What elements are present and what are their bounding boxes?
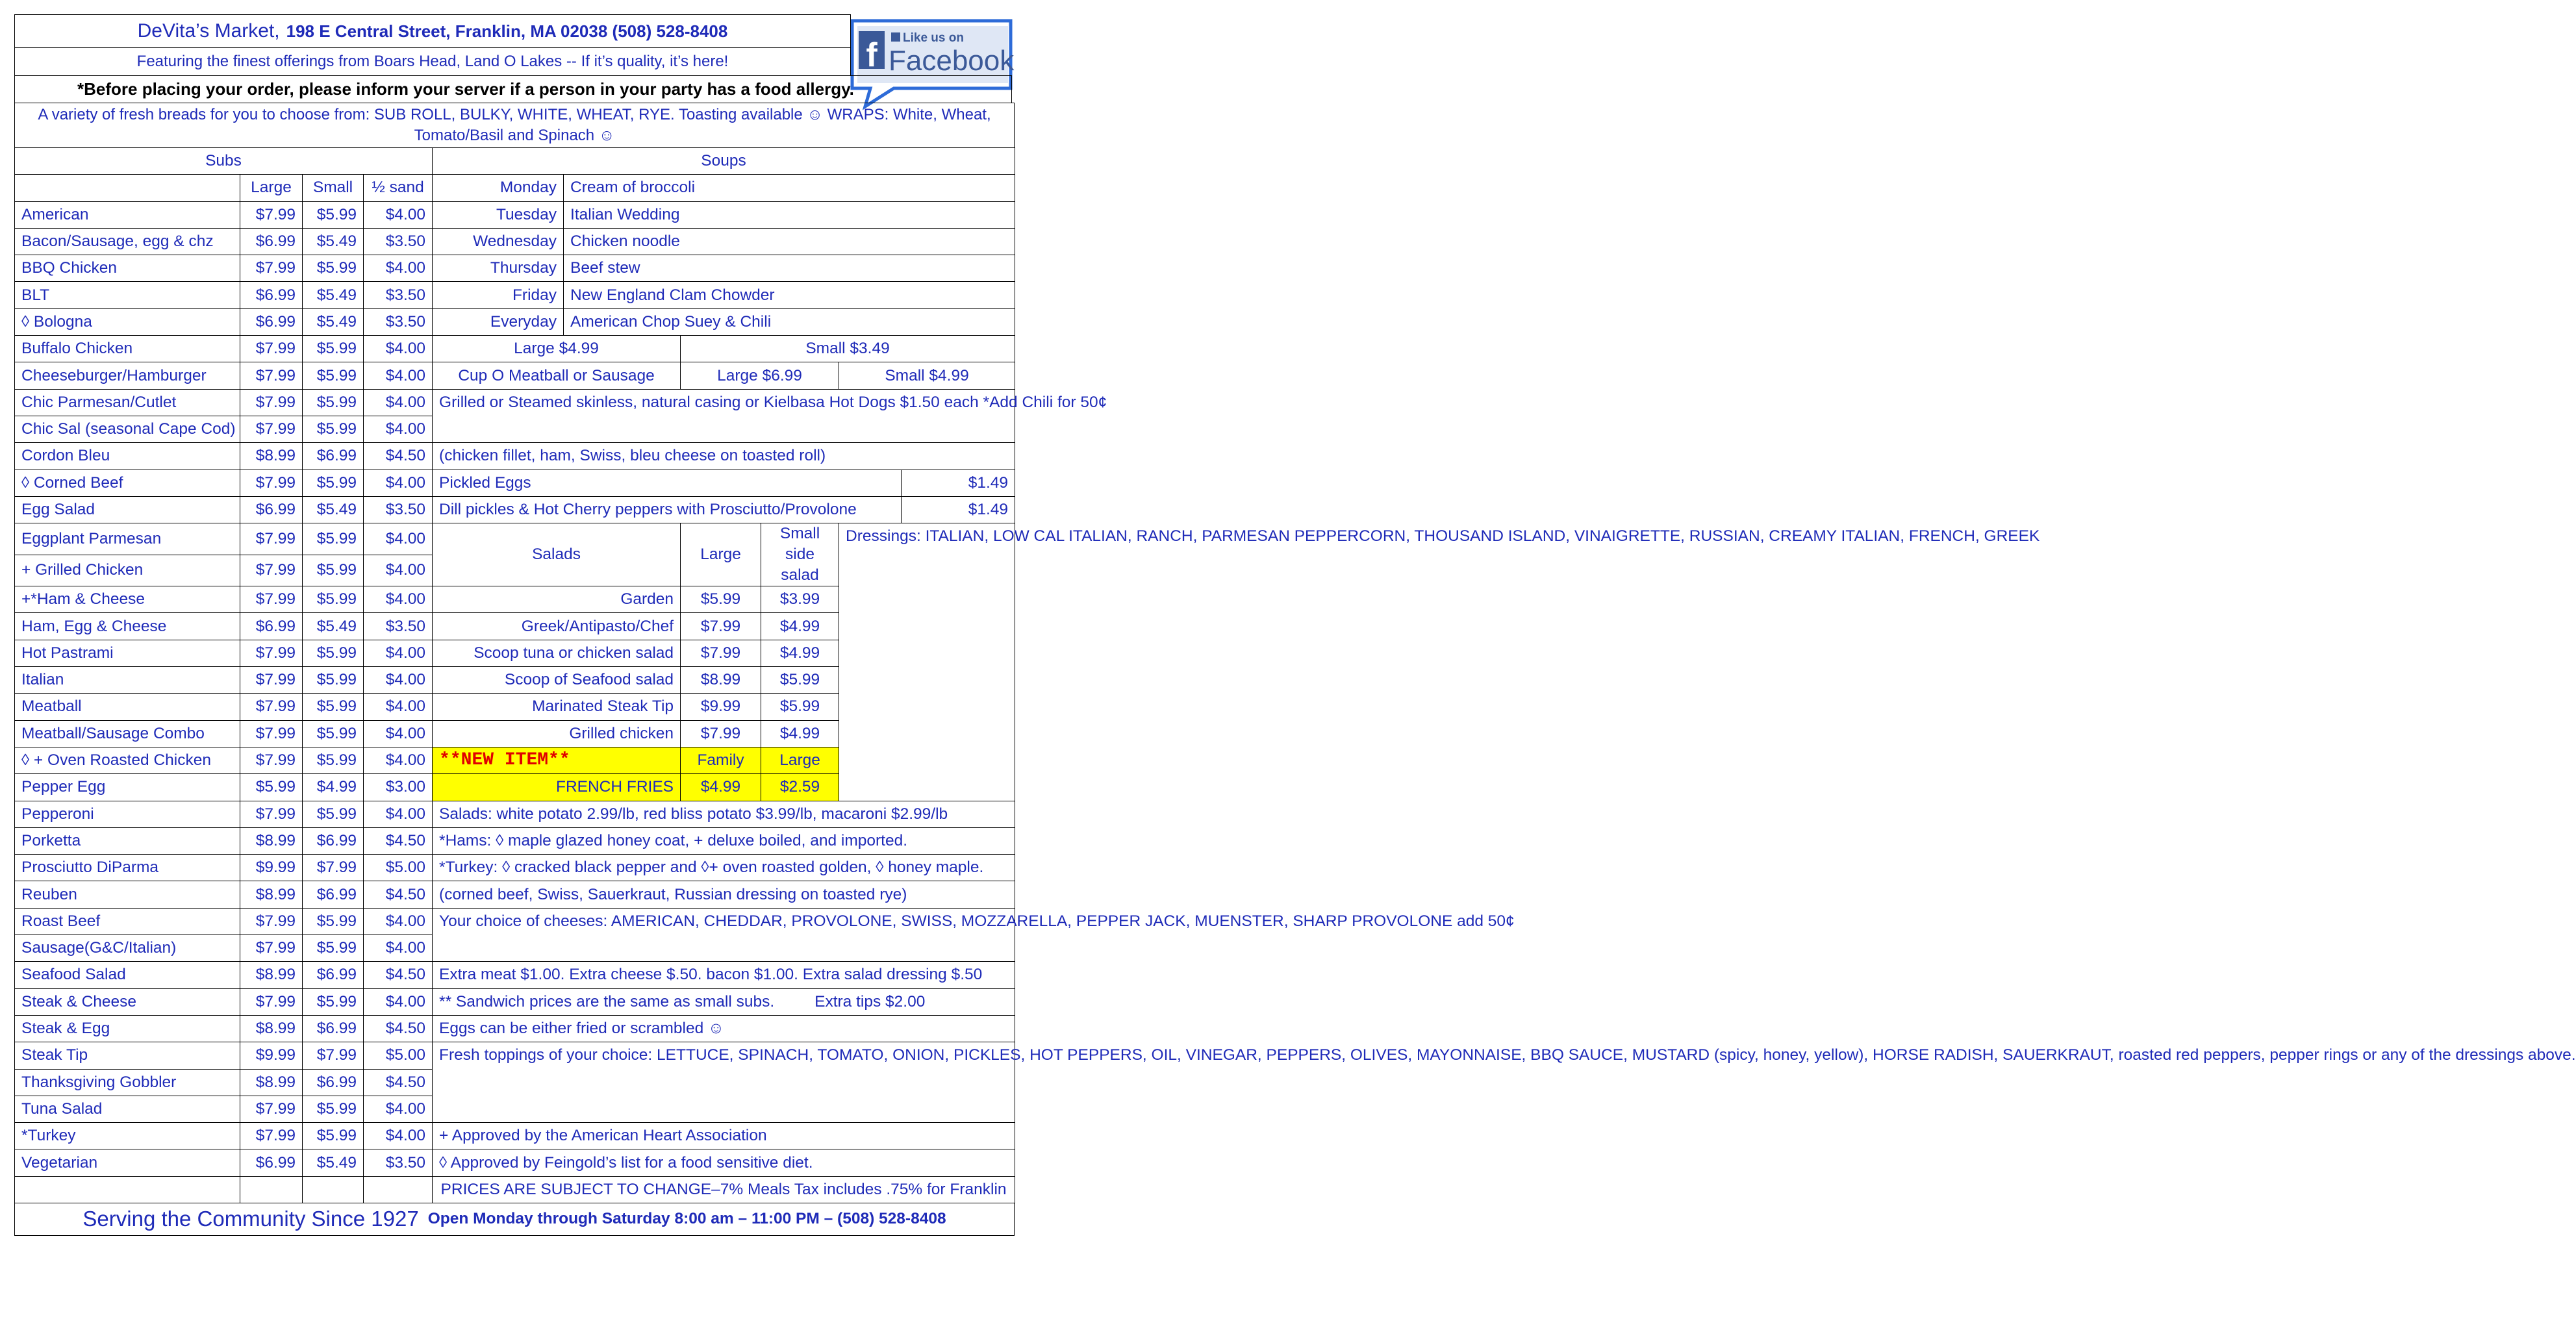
sub-large-price: $6.99 xyxy=(240,228,303,255)
sub-small-price: $6.99 xyxy=(303,881,364,908)
sub-large-price: $7.99 xyxy=(240,694,303,720)
table-row xyxy=(15,1123,1015,1149)
salads-large-header: Large xyxy=(681,523,761,586)
sub-large-price: $7.99 xyxy=(240,255,303,282)
menu-sheet xyxy=(14,14,2576,1236)
sub-half-price: $4.00 xyxy=(364,747,433,773)
col-small-header: Small xyxy=(303,175,364,201)
sub-name: Prosciutto DiParma xyxy=(15,855,240,881)
sub-half-price: $4.00 xyxy=(364,389,433,416)
sub-name: Chic Sal (seasonal Cape Cod) xyxy=(15,416,240,442)
sub-small-price: $5.99 xyxy=(303,336,364,362)
dill-pickles: Dill pickles & Hot Cherry peppers with Prosciutto/Provolone xyxy=(433,496,902,523)
sub-large-price: $6.99 xyxy=(240,282,303,308)
sub-small-price: $5.99 xyxy=(303,586,364,613)
salad-name: Greek/Antipasto/Chef xyxy=(433,613,681,640)
sub-half-price: $4.00 xyxy=(364,201,433,228)
salad-large-price: $7.99 xyxy=(681,640,761,666)
sub-large-price: $8.99 xyxy=(240,443,303,470)
sub-name: Roast Beef xyxy=(15,908,240,935)
table-row xyxy=(15,496,1015,523)
table-row xyxy=(15,855,1015,881)
sub-half-price: $4.00 xyxy=(364,988,433,1015)
sub-half-price: $4.00 xyxy=(364,801,433,827)
new-item-family-header: Family xyxy=(681,747,761,773)
sub-name: Porketta xyxy=(15,827,240,854)
french-fries-large-price: $2.59 xyxy=(761,774,839,801)
hotdogs-info: Grilled or Steamed skinless, natural casing or Kielbasa Hot Dogs $1.50 each *Add Chili for 50¢ xyxy=(433,389,1015,443)
cup-label: Cup O Meatball or Sausage xyxy=(433,362,681,389)
sub-small-price: $5.99 xyxy=(303,801,364,827)
sub-small-price: $5.99 xyxy=(303,470,364,496)
prices-change-note: PRICES ARE SUBJECT TO CHANGE–7% Meals Tax includes .75% for Franklin xyxy=(433,1176,1015,1203)
extra-tips-note: Extra tips $2.00 xyxy=(814,992,926,1010)
store-name: DeVita’s Market, xyxy=(137,20,280,42)
salad-small-price: $3.99 xyxy=(761,586,839,613)
sub-name: Tuna Salad xyxy=(15,1096,240,1122)
sub-small-price: $5.99 xyxy=(303,667,364,694)
sub-name: ◊ Bologna xyxy=(15,308,240,335)
table-row xyxy=(15,470,1015,496)
sub-half-price: $4.00 xyxy=(364,1123,433,1149)
salad-large-price: $9.99 xyxy=(681,694,761,720)
sub-small-price: $7.99 xyxy=(303,855,364,881)
soup-small-price: Small $3.49 xyxy=(681,336,1015,362)
sub-name: Eggplant Parmesan xyxy=(15,523,240,555)
salad-small-price: $5.99 xyxy=(761,694,839,720)
sub-small-price: $6.99 xyxy=(303,827,364,854)
sub-half-price: $3.50 xyxy=(364,1149,433,1176)
col-large-header: Large xyxy=(240,175,303,201)
table-row xyxy=(15,1149,1015,1176)
sub-half-price: $4.00 xyxy=(364,416,433,442)
sub-large-price: $8.99 xyxy=(240,881,303,908)
french-fries: FRENCH FRIES xyxy=(433,774,681,801)
sub-small-price: $5.49 xyxy=(303,308,364,335)
salad-name: Grilled chicken xyxy=(433,720,681,747)
sub-half-price: $4.00 xyxy=(364,720,433,747)
sub-small-price: $6.99 xyxy=(303,1069,364,1096)
sub-half-price: $4.00 xyxy=(364,667,433,694)
sub-name: Italian xyxy=(15,667,240,694)
sub-small-price: $5.99 xyxy=(303,416,364,442)
sub-name: Steak & Cheese xyxy=(15,988,240,1015)
table-row xyxy=(15,908,1015,935)
sub-large-price: $7.99 xyxy=(240,747,303,773)
table-row xyxy=(15,988,1015,1015)
salad-small-price: $4.99 xyxy=(761,640,839,666)
soup-day: Thursday xyxy=(433,255,564,282)
sub-half-price: $3.50 xyxy=(364,282,433,308)
facebook-f-icon: f xyxy=(866,36,878,74)
sub-half-price: $4.50 xyxy=(364,1015,433,1042)
sub-large-price: $8.99 xyxy=(240,827,303,854)
new-item-large-header: Large xyxy=(761,747,839,773)
tagline: Featuring the finest offerings from Boars Head, Land O Lakes -- If it’s quality, it’s here! xyxy=(14,47,851,75)
soup-name: New England Clam Chowder xyxy=(564,282,1015,308)
sub-name: Bacon/Sausage, egg & chz xyxy=(15,228,240,255)
sub-half-price: $4.00 xyxy=(364,1096,433,1122)
sub-half-price: $4.00 xyxy=(364,336,433,362)
col-half-header: ½ sand xyxy=(364,175,433,201)
sub-large-price: $7.99 xyxy=(240,336,303,362)
sub-name: Reuben xyxy=(15,881,240,908)
sub-small-price: $5.49 xyxy=(303,613,364,640)
sub-name: Hot Pastrami xyxy=(15,640,240,666)
sub-name: Steak Tip xyxy=(15,1042,240,1069)
sub-half-price: $4.50 xyxy=(364,827,433,854)
sub-small-price: $5.99 xyxy=(303,694,364,720)
dill-pickles-price: $1.49 xyxy=(902,496,1015,523)
table-row xyxy=(15,962,1015,988)
sub-large-price: $7.99 xyxy=(240,908,303,935)
sub-name: + Grilled Chicken xyxy=(15,555,240,586)
sub-small-price: $5.99 xyxy=(303,988,364,1015)
toppings-info: Fresh toppings of your choice: LETTUCE, SPINACH, TOMATO, ONION, PICKLES, HOT PEPPERS, OIL, VINEGAR, PEPPERS, OLIVES, MAYONNAISE, BBQ SAUCE, MUSTARD (spicy, honey, yellow), HORSE RADISH, SAUERKRAUT, roasted red peppers, pepper rings or any of the dressings above. xyxy=(433,1042,1015,1123)
sub-large-price: $9.99 xyxy=(240,1042,303,1069)
soup-day: Everyday xyxy=(433,308,564,335)
sub-large-price: $7.99 xyxy=(240,470,303,496)
sub-name: *Turkey xyxy=(15,1123,240,1149)
sub-small-price: $6.99 xyxy=(303,1015,364,1042)
soup-day: Tuesday xyxy=(433,201,564,228)
heart-note: + Approved by the American Heart Association xyxy=(433,1123,1015,1149)
menu-table xyxy=(14,147,2576,1203)
salads-title: Salads xyxy=(433,523,681,586)
sub-large-price: $6.99 xyxy=(240,613,303,640)
sub-name: BBQ Chicken xyxy=(15,255,240,282)
soup-day: Friday xyxy=(433,282,564,308)
salad-small-price: $5.99 xyxy=(761,667,839,694)
sub-name: Meatball/Sausage Combo xyxy=(15,720,240,747)
sub-half-price: $4.00 xyxy=(364,523,433,555)
table-row xyxy=(15,881,1015,908)
sub-name: Cheeseburger/Hamburger xyxy=(15,362,240,389)
soup-name: Beef stew xyxy=(564,255,1015,282)
footer xyxy=(14,1203,1015,1236)
cheeses-info: Your choice of cheeses: AMERICAN, CHEDDAR, PROVOLONE, SWISS, MOZZARELLA, PEPPER JACK, MUENSTER, SHARP PROVOLONE add 50¢ xyxy=(433,908,1015,962)
sub-half-price: $4.00 xyxy=(364,470,433,496)
store-header xyxy=(14,14,851,47)
sub-small-price: $5.99 xyxy=(303,1096,364,1122)
sub-half-price: $3.50 xyxy=(364,228,433,255)
soups-title: Soups xyxy=(433,148,1015,175)
french-fries-family-price: $4.99 xyxy=(681,774,761,801)
footer-since: Serving the Community Since 1927 xyxy=(82,1207,419,1231)
sub-name: American xyxy=(15,201,240,228)
sub-name: Ham, Egg & Cheese xyxy=(15,613,240,640)
sub-small-price: $5.99 xyxy=(303,389,364,416)
sub-name: Seafood Salad xyxy=(15,962,240,988)
facebook-big-text: Facebook xyxy=(889,45,1015,77)
sub-name: Buffalo Chicken xyxy=(15,336,240,362)
salad-small-price: $4.99 xyxy=(761,720,839,747)
sub-small-price: $6.99 xyxy=(303,962,364,988)
sub-small-price: $5.99 xyxy=(303,720,364,747)
sub-large-price: $5.99 xyxy=(240,774,303,801)
salad-large-price: $7.99 xyxy=(681,613,761,640)
sub-large-price: $7.99 xyxy=(240,586,303,613)
salad-name: Marinated Steak Tip xyxy=(433,694,681,720)
salad-large-price: $8.99 xyxy=(681,667,761,694)
sub-name: Cordon Bleu xyxy=(15,443,240,470)
sub-name: Meatball xyxy=(15,694,240,720)
sub-small-price: $5.99 xyxy=(303,255,364,282)
facebook-small-text: Like us on xyxy=(903,31,964,45)
extras-info: Extra meat $1.00. Extra cheese $.50. bacon $1.00. Extra salad dressing $.50 xyxy=(433,962,1015,988)
soup-large-price: Large $4.99 xyxy=(433,336,681,362)
sub-large-price: $8.99 xyxy=(240,1069,303,1096)
sub-small-price: $5.99 xyxy=(303,201,364,228)
sub-half-price: $4.00 xyxy=(364,640,433,666)
table-row xyxy=(15,523,1015,555)
subs-title: Subs xyxy=(15,148,433,175)
sub-small-price: $5.49 xyxy=(303,496,364,523)
sub-half-price: $3.50 xyxy=(364,613,433,640)
breads-info: A variety of fresh breads for you to choose from: SUB ROLL, BULKY, WHITE, WHEAT, RYE. Toasting available ☺ WRAPS: White, Wheat, Tomato/Basil and Spinach ☺ xyxy=(14,103,1015,147)
sub-half-price: $5.00 xyxy=(364,1042,433,1069)
soup-day: Wednesday xyxy=(433,228,564,255)
sub-small-price: $5.99 xyxy=(303,1123,364,1149)
sub-name: Thanksgiving Gobbler xyxy=(15,1069,240,1096)
sub-large-price: $8.99 xyxy=(240,962,303,988)
sub-half-price: $4.00 xyxy=(364,586,433,613)
sub-name: ◊ + Oven Roasted Chicken xyxy=(15,747,240,773)
sub-half-price: $4.00 xyxy=(364,935,433,962)
sub-half-price: $4.50 xyxy=(364,443,433,470)
salad-dressings: Dressings: ITALIAN, LOW CAL ITALIAN, RANCH, PARMESAN PEPPERCORN, THOUSAND ISLAND, VINAIGRETTE, RUSSIAN, CREAMY ITALIAN, FRENCH, GREEK xyxy=(839,523,1015,801)
blank-cell xyxy=(240,1176,303,1203)
sub-half-price: $4.50 xyxy=(364,962,433,988)
cordon-desc: (chicken fillet, ham, Swiss, bleu cheese on toasted roll) xyxy=(433,443,1015,470)
sub-large-price: $7.99 xyxy=(240,640,303,666)
sub-half-price: $3.50 xyxy=(364,496,433,523)
soup-name: Chicken noodle xyxy=(564,228,1015,255)
pickled-eggs-price: $1.49 xyxy=(902,470,1015,496)
footer-hours: Open Monday through Saturday 8:00 am – 11:00 PM – (508) 528-8408 xyxy=(427,1210,946,1228)
hams-note: *Hams: ◊ maple glazed honey coat, + deluxe boiled, and imported. xyxy=(433,827,1015,854)
cup-large-price: Large $6.99 xyxy=(681,362,839,389)
sub-small-price: $7.99 xyxy=(303,1042,364,1069)
sub-name: Pepperoni xyxy=(15,801,240,827)
sub-name: Vegetarian xyxy=(15,1149,240,1176)
table-row xyxy=(15,255,1015,282)
cup-small-price: Small $4.99 xyxy=(839,362,1015,389)
table-row xyxy=(15,1015,1015,1042)
sandwich-note xyxy=(433,988,1015,1015)
table-row xyxy=(15,362,1015,389)
new-item-label: **NEW ITEM** xyxy=(433,747,681,773)
salad-name: Garden xyxy=(433,586,681,613)
sub-half-price: $4.00 xyxy=(364,555,433,586)
reuben-desc: (corned beef, Swiss, Sauerkraut, Russian dressing on toasted rye) xyxy=(433,881,1015,908)
sub-half-price: $4.50 xyxy=(364,881,433,908)
sub-small-price: $5.99 xyxy=(303,935,364,962)
sub-small-price: $5.99 xyxy=(303,523,364,555)
soup-name: American Chop Suey & Chili xyxy=(564,308,1015,335)
sub-large-price: $7.99 xyxy=(240,801,303,827)
sub-name: Pepper Egg xyxy=(15,774,240,801)
sub-name: BLT xyxy=(15,282,240,308)
sub-large-price: $7.99 xyxy=(240,201,303,228)
sub-large-price: $9.99 xyxy=(240,855,303,881)
sub-large-price: $6.99 xyxy=(240,496,303,523)
sub-small-price: $5.49 xyxy=(303,282,364,308)
table-row xyxy=(15,1042,1015,1069)
table-row xyxy=(15,443,1015,470)
salad-large-price: $7.99 xyxy=(681,720,761,747)
table-row xyxy=(15,308,1015,335)
sub-small-price: $5.99 xyxy=(303,747,364,773)
sub-large-price: $7.99 xyxy=(240,1123,303,1149)
sub-half-price: $3.50 xyxy=(364,308,433,335)
table-row xyxy=(15,201,1015,228)
sub-large-price: $7.99 xyxy=(240,935,303,962)
table-row xyxy=(15,389,1015,416)
sub-large-price: $7.99 xyxy=(240,389,303,416)
sandwich-prices-note: ** Sandwich prices are the same as small subs. xyxy=(439,992,775,1010)
sub-small-price: $5.99 xyxy=(303,640,364,666)
blank-cell xyxy=(303,1176,364,1203)
table-row xyxy=(15,801,1015,827)
table-row xyxy=(15,228,1015,255)
sub-half-price: $4.50 xyxy=(364,1069,433,1096)
salad-name: Scoop of Seafood salad xyxy=(433,667,681,694)
sub-large-price: $7.99 xyxy=(240,720,303,747)
soup-name: Italian Wedding xyxy=(564,201,1015,228)
blank-cell xyxy=(364,1176,433,1203)
sub-small-price: $5.49 xyxy=(303,228,364,255)
sub-name: Egg Salad xyxy=(15,496,240,523)
sub-half-price: $4.00 xyxy=(364,255,433,282)
pickled-eggs: Pickled Eggs xyxy=(433,470,902,496)
blank-cell xyxy=(15,175,240,201)
sub-name: Sausage(G&C/Italian) xyxy=(15,935,240,962)
sub-small-price: $5.99 xyxy=(303,908,364,935)
sub-name: ◊ Corned Beef xyxy=(15,470,240,496)
sub-small-price: $5.99 xyxy=(303,362,364,389)
sub-large-price: $7.99 xyxy=(240,416,303,442)
sub-large-price: $8.99 xyxy=(240,1015,303,1042)
turkey-note: *Turkey: ◊ cracked black pepper and ◊+ oven roasted golden, ◊ honey maple. xyxy=(433,855,1015,881)
eggs-note: Eggs can be either fried or scrambled ☺ xyxy=(433,1015,1015,1042)
sub-large-price: $7.99 xyxy=(240,667,303,694)
sub-half-price: $4.00 xyxy=(364,908,433,935)
sub-small-price: $4.99 xyxy=(303,774,364,801)
soup-name: Cream of broccoli xyxy=(564,175,1015,201)
sub-large-price: $6.99 xyxy=(240,1149,303,1176)
salads-by-pound: Salads: white potato 2.99/lb, red bliss potato $3.99/lb, macaroni $2.99/lb xyxy=(433,801,1015,827)
soup-day: Monday xyxy=(433,175,564,201)
salad-small-price: $4.99 xyxy=(761,613,839,640)
allergy-notice: *Before placing your order, please inform your server if a person in your party has a food allergy. xyxy=(14,75,1012,103)
sub-large-price: $7.99 xyxy=(240,1096,303,1122)
sub-large-price: $7.99 xyxy=(240,523,303,555)
salads-small-header: Small side salad xyxy=(761,523,839,586)
store-address: 198 E Central Street, Franklin, MA 02038 (508) 528-8408 xyxy=(286,21,728,41)
table-row xyxy=(15,282,1015,308)
sub-large-price: $7.99 xyxy=(240,988,303,1015)
sub-half-price: $4.00 xyxy=(364,362,433,389)
table-row xyxy=(15,336,1015,362)
sub-small-price: $6.99 xyxy=(303,443,364,470)
feingold-note: ◊ Approved by Feingold’s list for a food sensitive diet. xyxy=(433,1149,1015,1176)
sub-large-price: $7.99 xyxy=(240,555,303,586)
sub-small-price: $5.49 xyxy=(303,1149,364,1176)
sub-half-price: $5.00 xyxy=(364,855,433,881)
blank-cell xyxy=(15,1176,240,1203)
sub-name: Steak & Egg xyxy=(15,1015,240,1042)
sub-small-price: $5.99 xyxy=(303,555,364,586)
sub-name: Chic Parmesan/Cutlet xyxy=(15,389,240,416)
sub-half-price: $3.00 xyxy=(364,774,433,801)
sub-large-price: $7.99 xyxy=(240,362,303,389)
table-row xyxy=(15,827,1015,854)
salad-name: Scoop tuna or chicken salad xyxy=(433,640,681,666)
sub-name: +*Ham & Cheese xyxy=(15,586,240,613)
salad-large-price: $5.99 xyxy=(681,586,761,613)
sub-half-price: $4.00 xyxy=(364,694,433,720)
sub-large-price: $6.99 xyxy=(240,308,303,335)
